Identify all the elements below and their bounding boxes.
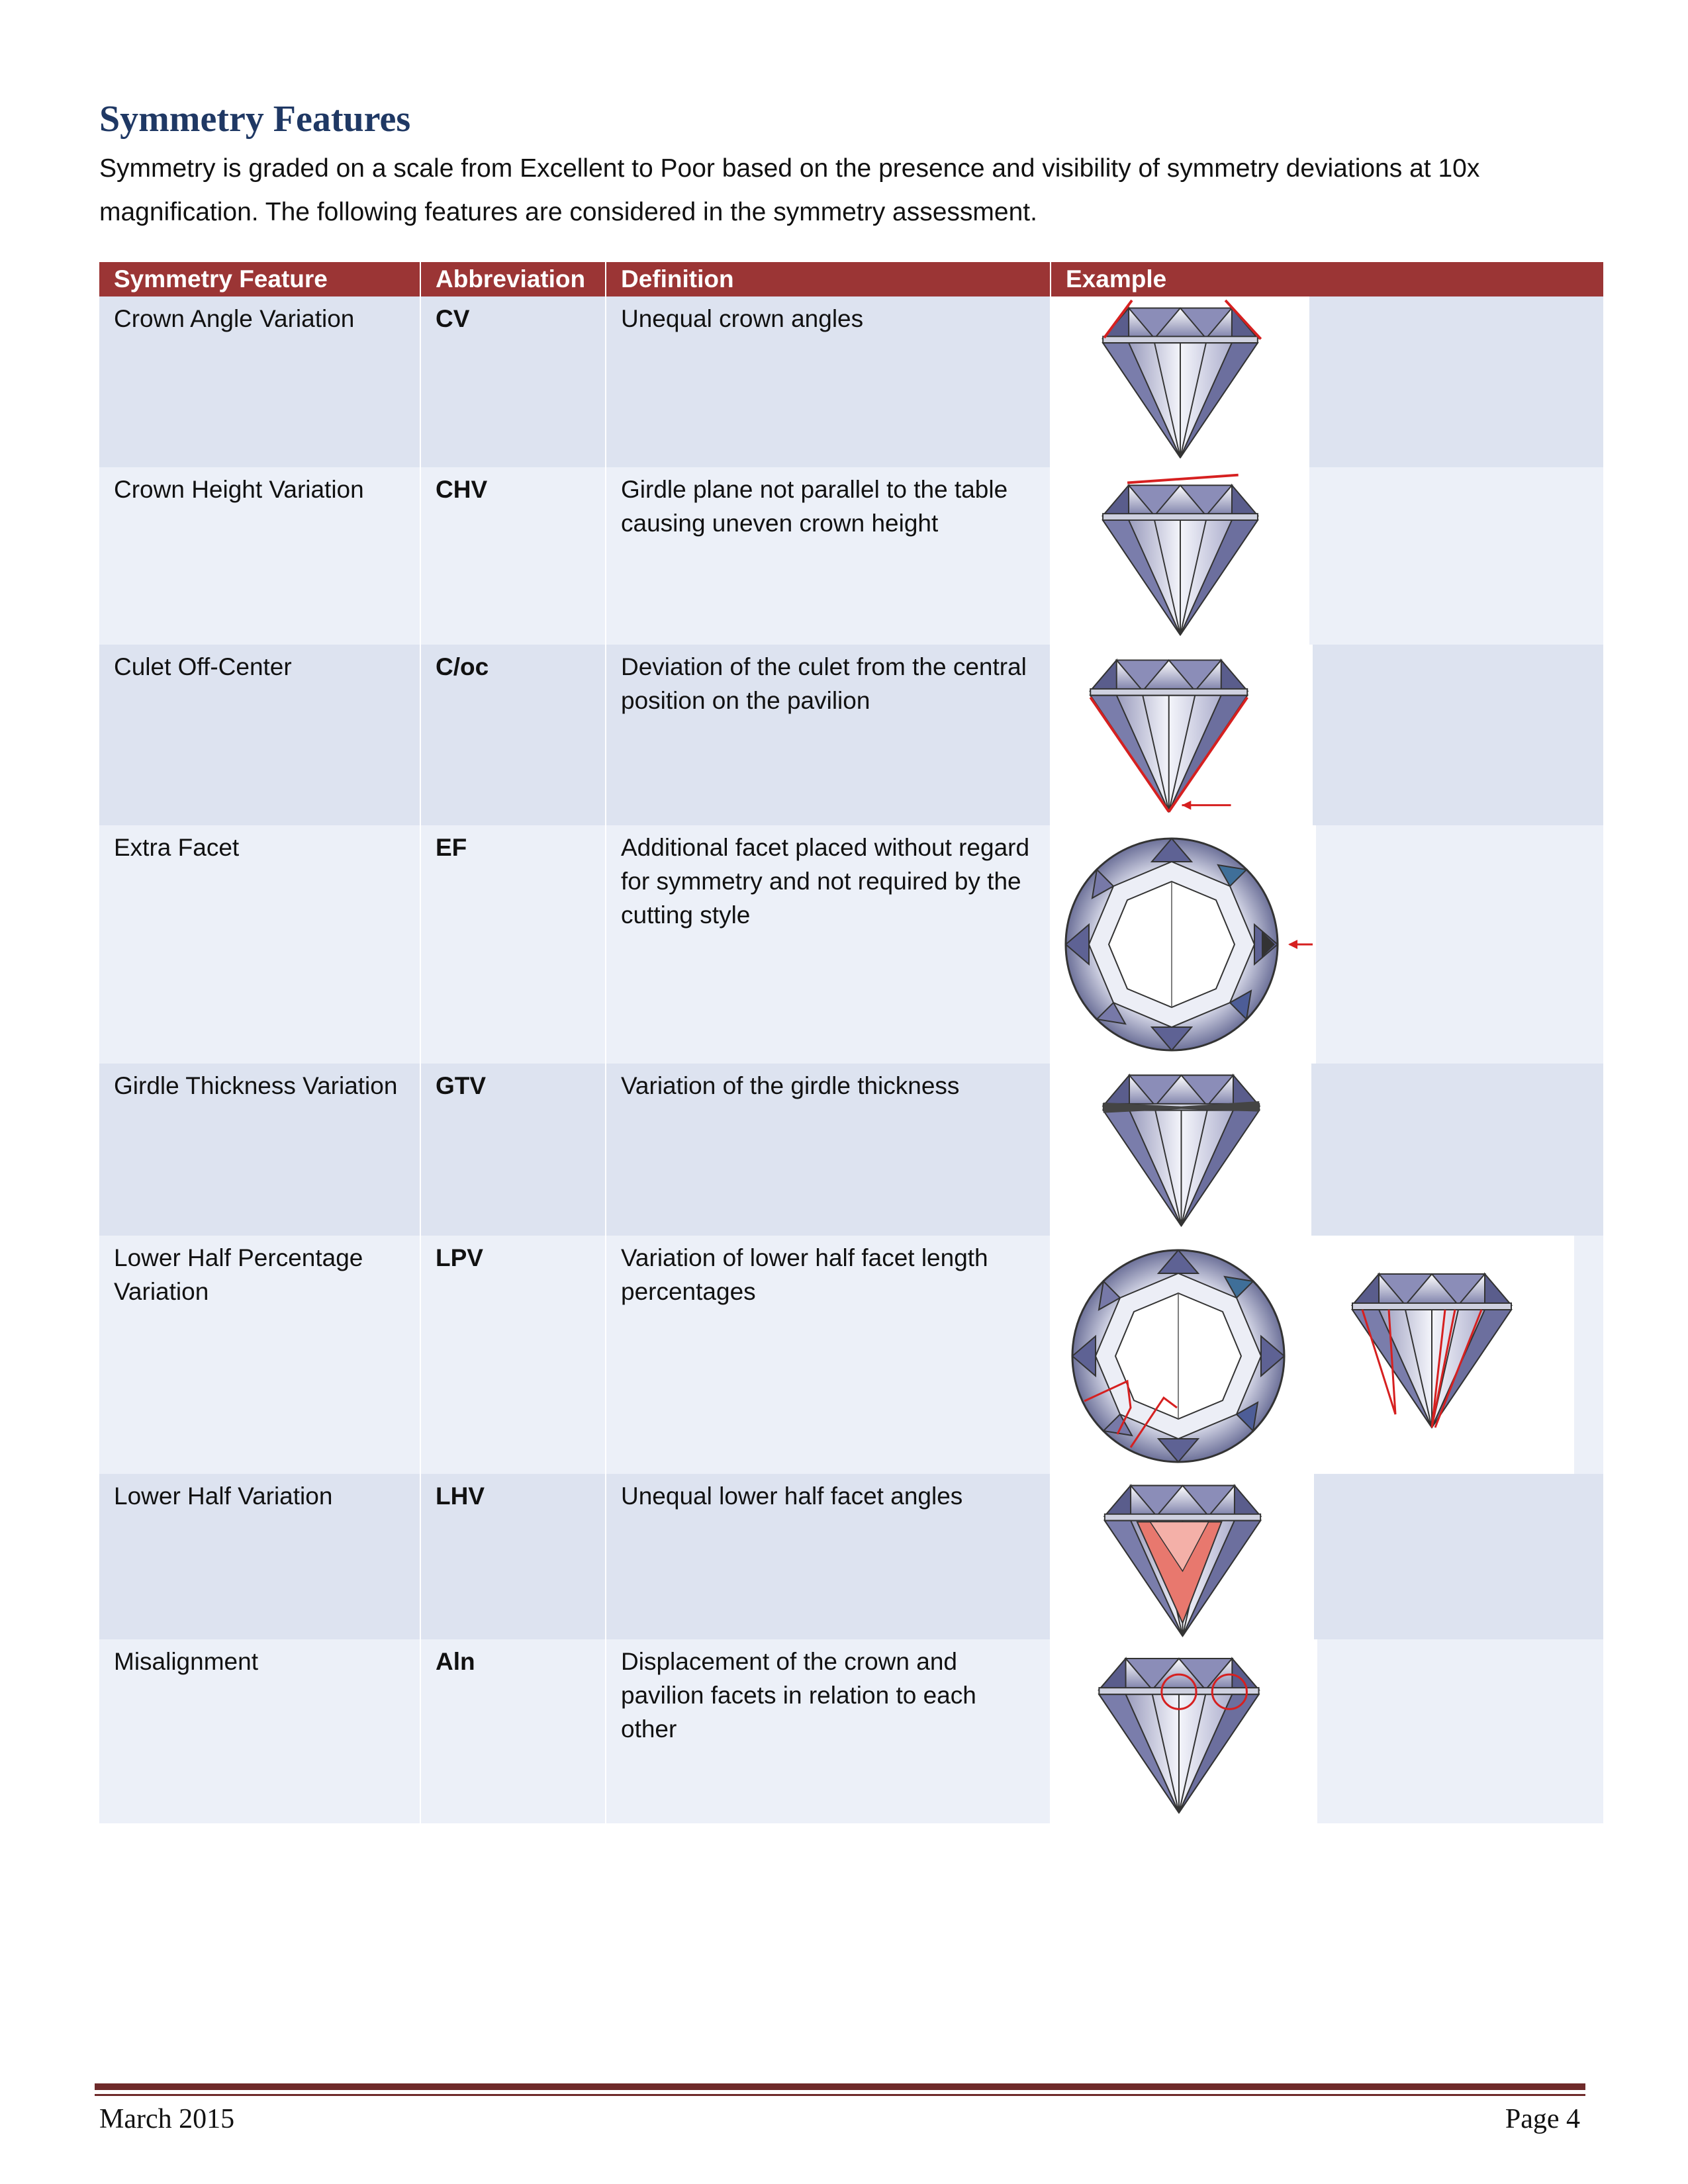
- table-header-row: [99, 262, 1603, 296]
- example-cell: [1051, 467, 1603, 645]
- abbreviation-cell: EF: [420, 825, 606, 1064]
- diamond-profile-crown-angle-icon: [1051, 296, 1309, 467]
- example-cell: [1051, 296, 1603, 467]
- abbreviation-cell: CHV: [420, 467, 606, 645]
- feature-cell: Lower Half Variation: [99, 1474, 420, 1639]
- intro-paragraph: Symmetry is graded on a scale from Excellent to Poor based on the presence and visibility of symmetry deviations at 10x magnification. The following features are considered in the symmetry assessment.: [99, 154, 1480, 226]
- feature-cell: Crown Angle Variation: [99, 296, 420, 467]
- definition-cell: Unequal lower half facet angles: [606, 1474, 1051, 1639]
- definition-cell: Girdle plane not parallel to the table causing uneven crown height: [606, 467, 1051, 645]
- abbreviation-cell: CV: [420, 296, 606, 467]
- footer-page-number: Page 4: [1505, 2104, 1580, 2134]
- feature-cell: Crown Height Variation: [99, 467, 420, 645]
- definition-cell: Additional facet placed without regard for symmetry and not required by the cutting style: [606, 825, 1051, 1064]
- footer-rule-thick: [95, 2083, 1585, 2090]
- header-example: Example: [1051, 262, 1603, 296]
- feature-cell: Extra Facet: [99, 825, 420, 1064]
- abbreviation-cell: Aln: [420, 1639, 606, 1823]
- example-cell: [1051, 645, 1603, 825]
- header-definition: Definition: [606, 262, 1051, 296]
- abbreviation-cell: LHV: [420, 1474, 606, 1639]
- header-abbreviation: Abbreviation: [420, 262, 606, 296]
- table-row: [99, 1639, 1603, 1823]
- page-title: Symmetry Features: [99, 99, 411, 140]
- abbreviation-cell: GTV: [420, 1064, 606, 1236]
- table-row: [99, 296, 1603, 467]
- example-cell: [1051, 825, 1603, 1064]
- feature-cell: Culet Off-Center: [99, 645, 420, 825]
- diamond-top-view-extra-facet-icon: [1051, 825, 1316, 1064]
- diamond-profile-lower-half-highlight-icon: [1051, 1474, 1314, 1639]
- table-row: [99, 1064, 1603, 1236]
- table-row: [99, 1474, 1603, 1639]
- example-cell: [1051, 1639, 1603, 1823]
- feature-cell: Misalignment: [99, 1639, 420, 1823]
- definition-cell: Displacement of the crown and pavilion facets in relation to each other: [606, 1639, 1051, 1823]
- definition-cell: Variation of lower half facet length percentages: [606, 1236, 1051, 1474]
- table-row: [99, 1236, 1603, 1474]
- example-cell: [1051, 1474, 1603, 1639]
- footer-date: March 2015: [99, 2104, 235, 2134]
- table-row: [99, 825, 1603, 1064]
- feature-cell: Lower Half Percentage Variation: [99, 1236, 420, 1474]
- definition-cell: Deviation of the culet from the central position on the pavilion: [606, 645, 1051, 825]
- header-feature: Symmetry Feature: [99, 262, 420, 296]
- diamond-profile-misalignment-icon: [1051, 1639, 1317, 1823]
- example-cell: [1051, 1064, 1603, 1236]
- feature-cell: Girdle Thickness Variation: [99, 1064, 420, 1236]
- table-row: [99, 467, 1603, 645]
- example-cell: [1051, 1236, 1603, 1474]
- diamond-profile-culet-off-center-icon: [1051, 645, 1313, 825]
- symmetry-features-table: [99, 262, 1603, 1823]
- diamond-profile-crown-height-icon: [1051, 467, 1309, 645]
- diamond-top-and-profile-lower-half-icon: [1051, 1236, 1574, 1474]
- definition-cell: Variation of the girdle thickness: [606, 1064, 1051, 1236]
- abbreviation-cell: LPV: [420, 1236, 606, 1474]
- diamond-profile-girdle-icon: [1051, 1064, 1311, 1236]
- table-row: [99, 645, 1603, 825]
- definition-cell: Unequal crown angles: [606, 296, 1051, 467]
- abbreviation-cell: C/oc: [420, 645, 606, 825]
- footer-rule-thin: [95, 2094, 1585, 2096]
